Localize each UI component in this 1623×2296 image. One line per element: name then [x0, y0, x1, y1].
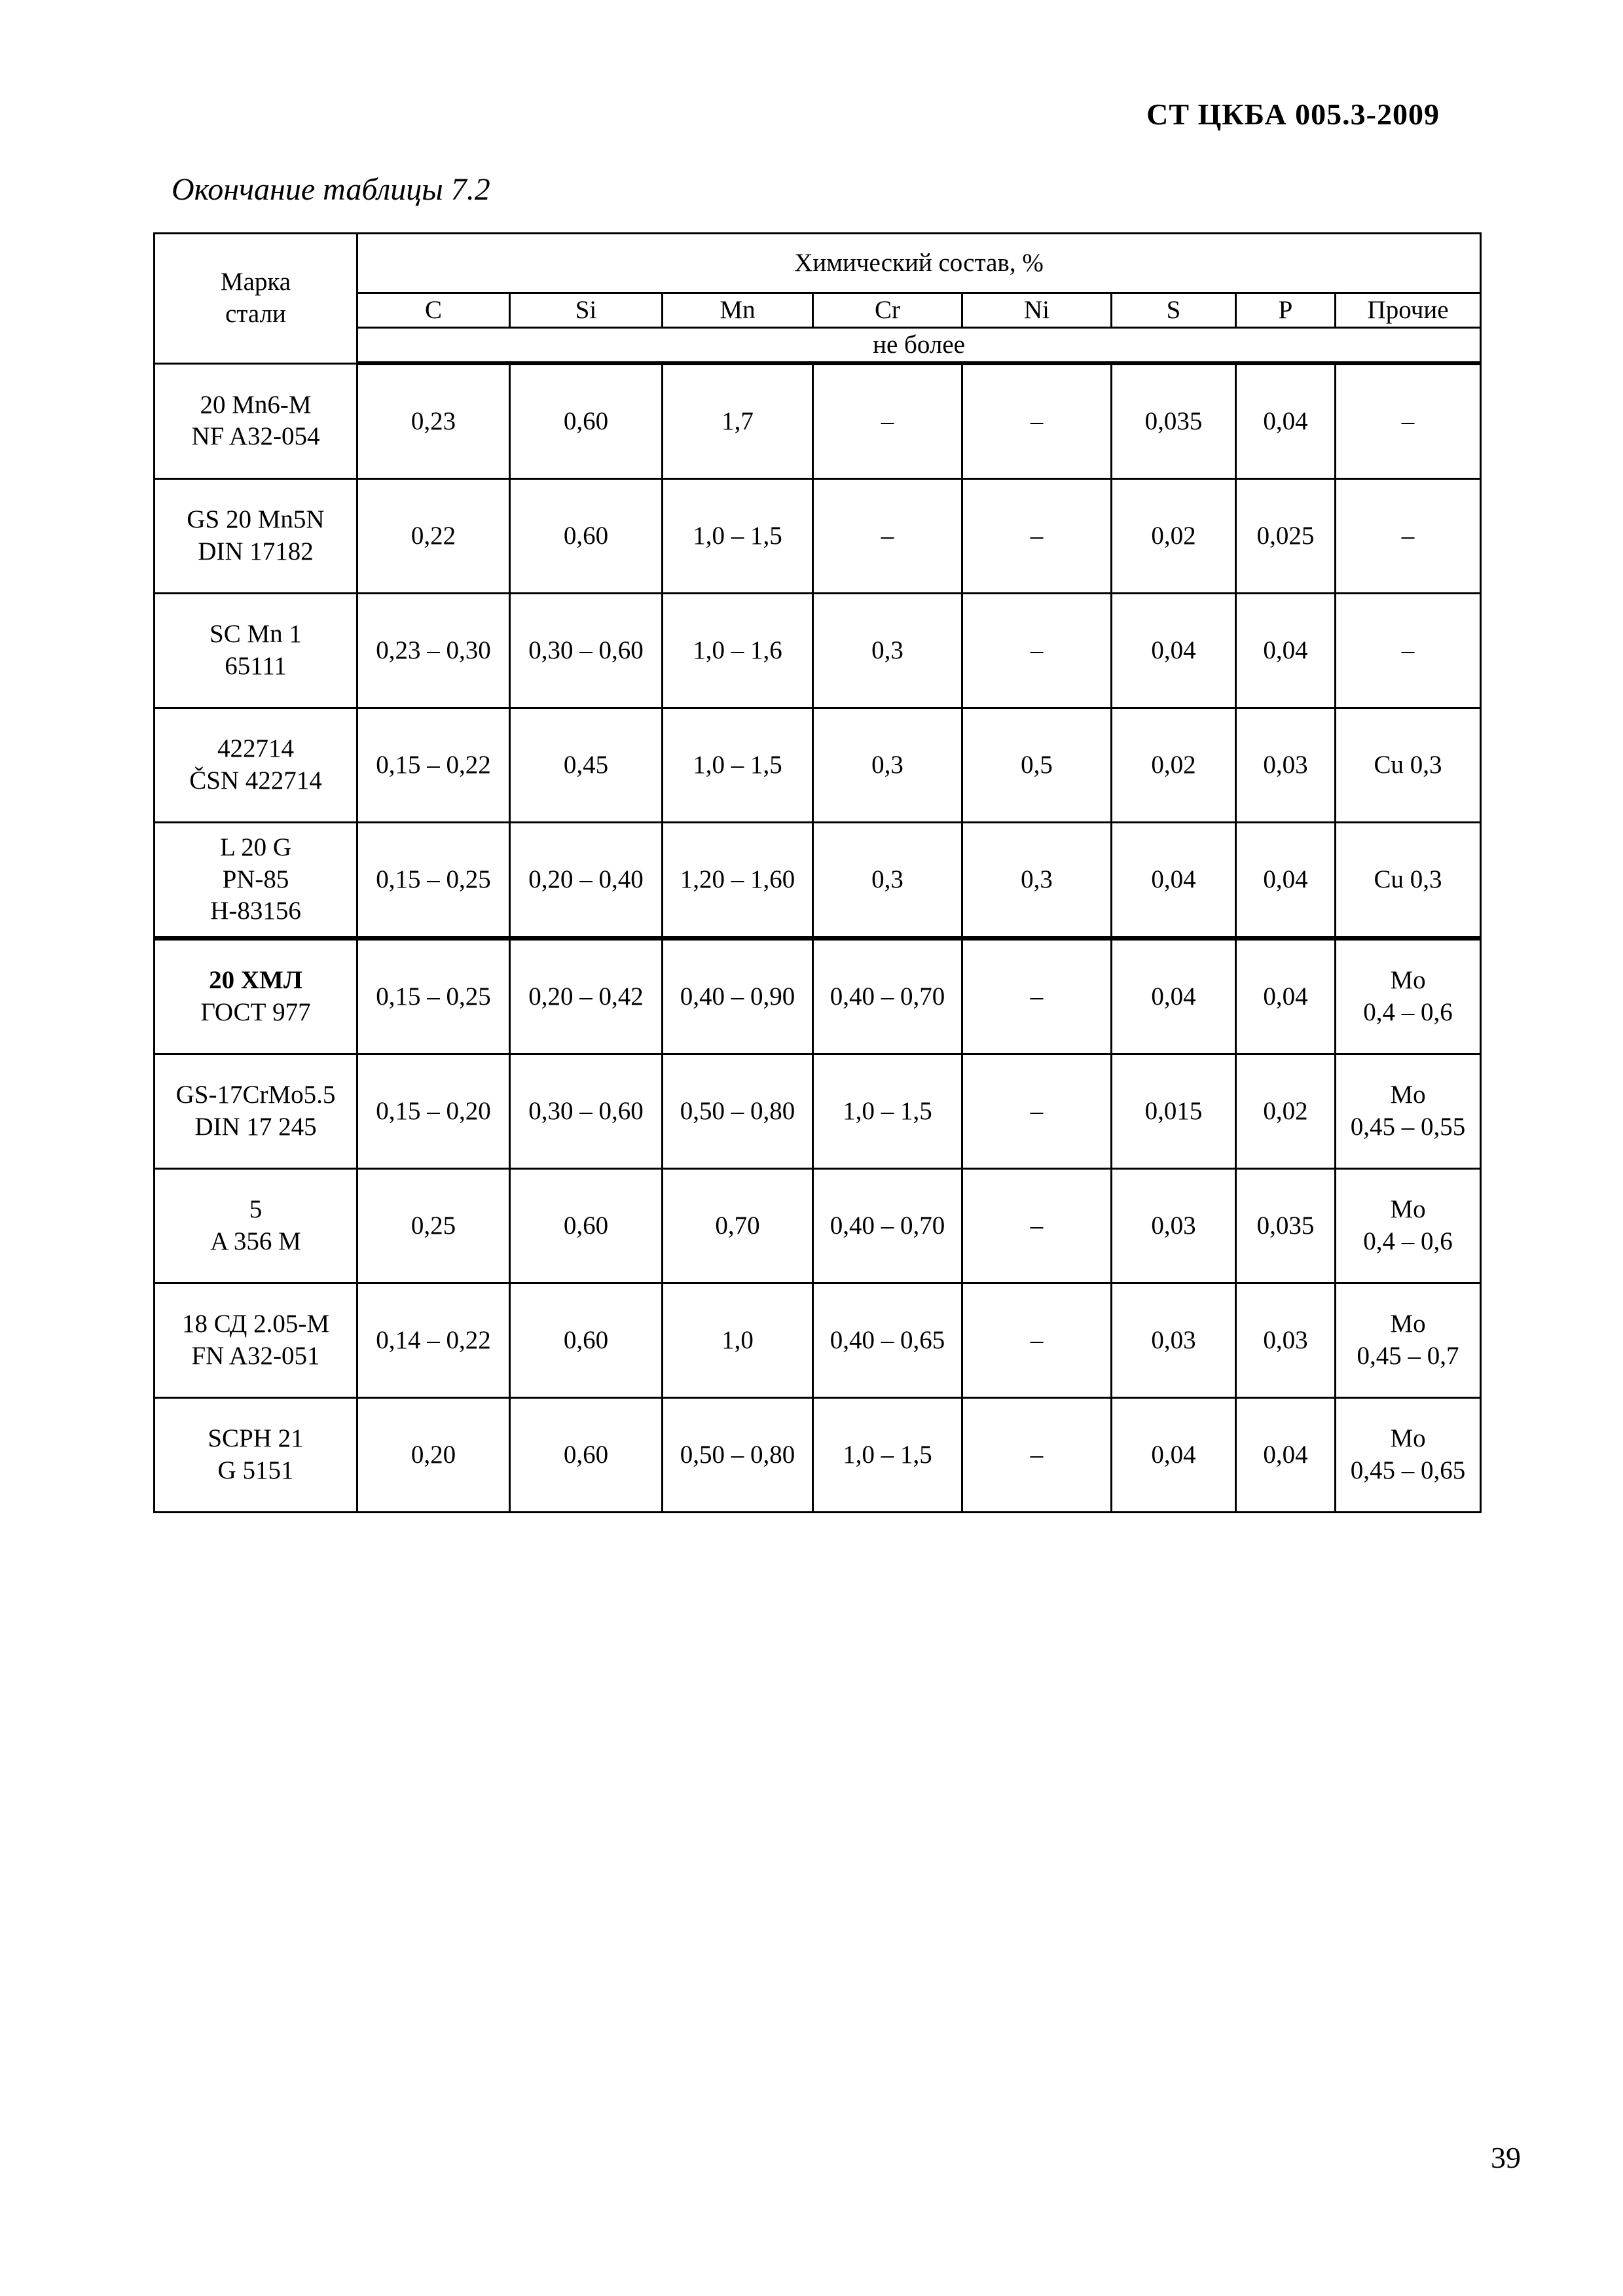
value-si: 0,20 – 0,42: [510, 939, 663, 1054]
value-c: 0,14 – 0,22: [357, 1283, 510, 1398]
value-other: [1336, 479, 1481, 594]
value-mn: 0,70: [663, 1169, 813, 1283]
steel-grade-header-line2: стали: [225, 299, 286, 328]
value-mn: 1,20 – 1,60: [663, 823, 813, 939]
value-c: 0,20: [357, 1398, 510, 1513]
value-s: 0,03: [1112, 1283, 1236, 1398]
column-header-si: Si: [510, 293, 663, 328]
other-line: 0,4 – 0,6: [1363, 1227, 1453, 1255]
value-si: 0,60: [510, 1169, 663, 1283]
value-p: 0,04: [1236, 1398, 1336, 1513]
table-caption: Окончание таблицы 7.2: [172, 172, 490, 207]
other-line: Mo: [1390, 1081, 1426, 1109]
value-si: 0,30 – 0,60: [510, 594, 663, 708]
value-s: 0,04: [1112, 823, 1236, 939]
steel-grade-standard: ГОСТ 977: [200, 998, 311, 1026]
value-p: 0,04: [1236, 594, 1336, 708]
steel-grade-cell: [155, 939, 357, 1054]
table-row: [155, 1398, 1481, 1513]
steel-grade-standard: H-83156: [210, 897, 301, 925]
value-ni: –: [962, 1054, 1112, 1169]
value-si: 0,20 – 0,40: [510, 823, 663, 939]
value-cr: 0,3: [813, 594, 962, 708]
value-mn: 1,0: [663, 1283, 813, 1398]
other-line: –: [1401, 636, 1415, 664]
value-c: 0,25: [357, 1169, 510, 1283]
value-ni: –: [962, 479, 1112, 594]
other-line: 0,45 – 0,55: [1350, 1113, 1466, 1141]
steel-grade-name: 20 Mn6-M: [200, 390, 312, 419]
steel-grade-cell: [155, 1283, 357, 1398]
table-row: [155, 479, 1481, 594]
steel-grade-cell: [155, 708, 357, 823]
steel-grade-name: 20 ХМЛ: [209, 966, 302, 995]
value-mn: 1,0 – 1,6: [663, 594, 813, 708]
column-header-p: P: [1236, 293, 1336, 328]
value-cr: 0,40 – 0,65: [813, 1283, 962, 1398]
table-row: [155, 1283, 1481, 1398]
value-ni: –: [962, 1283, 1112, 1398]
column-header-ni: Ni: [962, 293, 1112, 328]
value-s: 0,035: [1112, 363, 1236, 479]
steel-grade-cell: [155, 479, 357, 594]
value-mn: 0,50 – 0,80: [663, 1398, 813, 1513]
value-mn: 1,7: [663, 363, 813, 479]
value-s: 0,04: [1112, 1398, 1236, 1513]
value-s: 0,015: [1112, 1054, 1236, 1169]
other-line: 0,45 – 0,7: [1357, 1342, 1459, 1370]
value-other: [1336, 823, 1481, 939]
value-ni: –: [962, 939, 1112, 1054]
value-p: 0,04: [1236, 363, 1336, 479]
table-row: [155, 708, 1481, 823]
column-header-cr: Cr: [813, 293, 962, 328]
value-c: 0,15 – 0,25: [357, 939, 510, 1054]
table-row: [155, 1169, 1481, 1283]
value-p: 0,04: [1236, 939, 1336, 1054]
value-mn: 1,0 – 1,5: [663, 708, 813, 823]
value-p: 0,03: [1236, 1283, 1336, 1398]
table-row: [155, 1054, 1481, 1169]
value-c: 0,15 – 0,25: [357, 823, 510, 939]
page-number: 39: [1491, 2141, 1521, 2174]
column-header-c: C: [357, 293, 510, 328]
value-mn: 0,50 – 0,80: [663, 1054, 813, 1169]
other-line: Cu 0,3: [1374, 750, 1442, 779]
steel-grade-standard: A 356 M: [210, 1227, 301, 1255]
value-other: [1336, 708, 1481, 823]
table-row: [155, 823, 1481, 939]
other-line: Mo: [1390, 1310, 1426, 1338]
steel-grade-standard: 65111: [225, 652, 287, 680]
other-line: Mo: [1390, 1424, 1426, 1453]
value-ni: 0,5: [962, 708, 1112, 823]
steel-grade-standard: DIN 17 245: [194, 1113, 317, 1141]
other-line: Mo: [1390, 966, 1426, 995]
other-line: –: [1401, 521, 1415, 550]
steel-grade-name: SC Mn 1: [210, 620, 302, 649]
value-cr: –: [813, 363, 962, 479]
steel-grade-name: 422714: [217, 734, 294, 763]
steel-grade-cell: [155, 1169, 357, 1283]
value-si: 0,60: [510, 479, 663, 594]
table-row: [155, 594, 1481, 708]
steel-grade-cell: [155, 594, 357, 708]
other-line: 0,45 – 0,65: [1350, 1456, 1466, 1484]
other-line: –: [1401, 406, 1415, 435]
value-other: [1336, 1398, 1481, 1513]
value-cr: 1,0 – 1,5: [813, 1398, 962, 1513]
value-ni: –: [962, 1169, 1112, 1283]
steel-grade-name: 18 СД 2.05-M: [181, 1310, 330, 1338]
value-mn: 1,0 – 1,5: [663, 479, 813, 594]
value-ni: 0,3: [962, 823, 1112, 939]
steel-grade-name: GS 20 Mn5N: [187, 505, 325, 534]
value-cr: 0,40 – 0,70: [813, 939, 962, 1054]
value-other: [1336, 1169, 1481, 1283]
steel-grade-header-line1: Марка: [220, 268, 291, 296]
other-line: Cu 0,3: [1374, 865, 1442, 893]
value-s: 0,02: [1112, 708, 1236, 823]
document-code: СТ ЦКБА 005.3-2009: [1146, 98, 1440, 131]
value-si: 0,60: [510, 1283, 663, 1398]
value-cr: 0,40 – 0,70: [813, 1169, 962, 1283]
value-other: [1336, 939, 1481, 1054]
limit-note: не более: [357, 328, 1481, 364]
value-si: 0,60: [510, 363, 663, 479]
value-mn: 0,40 – 0,90: [663, 939, 813, 1054]
table-row: [155, 363, 1481, 479]
chemical-composition-table: [153, 232, 1482, 1513]
value-p: 0,035: [1236, 1169, 1336, 1283]
value-cr: 0,3: [813, 708, 962, 823]
value-ni: –: [962, 594, 1112, 708]
steel-grade-header: [155, 234, 357, 364]
value-c: 0,15 – 0,22: [357, 708, 510, 823]
steel-grade-cell: [155, 1398, 357, 1513]
value-s: 0,02: [1112, 479, 1236, 594]
steel-grade-standard: G 5151: [217, 1456, 294, 1484]
steel-grade-cell: [155, 823, 357, 939]
value-si: 0,45: [510, 708, 663, 823]
value-ni: –: [962, 363, 1112, 479]
value-c: 0,23: [357, 363, 510, 479]
value-p: 0,03: [1236, 708, 1336, 823]
steel-grade-name: GS-17CrMo5.5: [175, 1081, 336, 1109]
value-cr: 0,3: [813, 823, 962, 939]
steel-grade-name: L 20 G: [219, 833, 292, 861]
value-c: 0,15 – 0,20: [357, 1054, 510, 1169]
value-s: 0,03: [1112, 1169, 1236, 1283]
column-header-mn: Mn: [663, 293, 813, 328]
steel-grade-standard: DIN 17182: [198, 537, 314, 565]
steel-grade-name: SCPH 21: [208, 1424, 304, 1453]
value-cr: 1,0 – 1,5: [813, 1054, 962, 1169]
value-si: 0,30 – 0,60: [510, 1054, 663, 1169]
value-ni: –: [962, 1398, 1112, 1513]
value-p: 0,02: [1236, 1054, 1336, 1169]
value-p: 0,025: [1236, 479, 1336, 594]
value-si: 0,60: [510, 1398, 663, 1513]
other-line: Mo: [1390, 1195, 1426, 1224]
value-c: 0,23 – 0,30: [357, 594, 510, 708]
column-header-s: S: [1112, 293, 1236, 328]
value-other: [1336, 363, 1481, 479]
value-c: 0,22: [357, 479, 510, 594]
value-s: 0,04: [1112, 939, 1236, 1054]
column-header-other: Прочие: [1336, 293, 1481, 328]
steel-grade-standard: FN A32-051: [191, 1342, 320, 1370]
steel-grade-standard: ČSN 422714: [189, 766, 322, 795]
table-row: [155, 939, 1481, 1054]
steel-grade-cell: [155, 1054, 357, 1169]
value-s: 0,04: [1112, 594, 1236, 708]
other-line: 0,4 – 0,6: [1363, 998, 1453, 1026]
steel-grade-standard: PN-85: [222, 865, 289, 893]
value-other: [1336, 1054, 1481, 1169]
value-other: [1336, 594, 1481, 708]
steel-grade-standard: NF A32-054: [191, 422, 320, 451]
steel-grade-cell: [155, 363, 357, 479]
value-other: [1336, 1283, 1481, 1398]
steel-grade-name: 5: [249, 1195, 263, 1224]
value-p: 0,04: [1236, 823, 1336, 939]
value-cr: –: [813, 479, 962, 594]
composition-header: Химический состав, %: [357, 234, 1481, 293]
